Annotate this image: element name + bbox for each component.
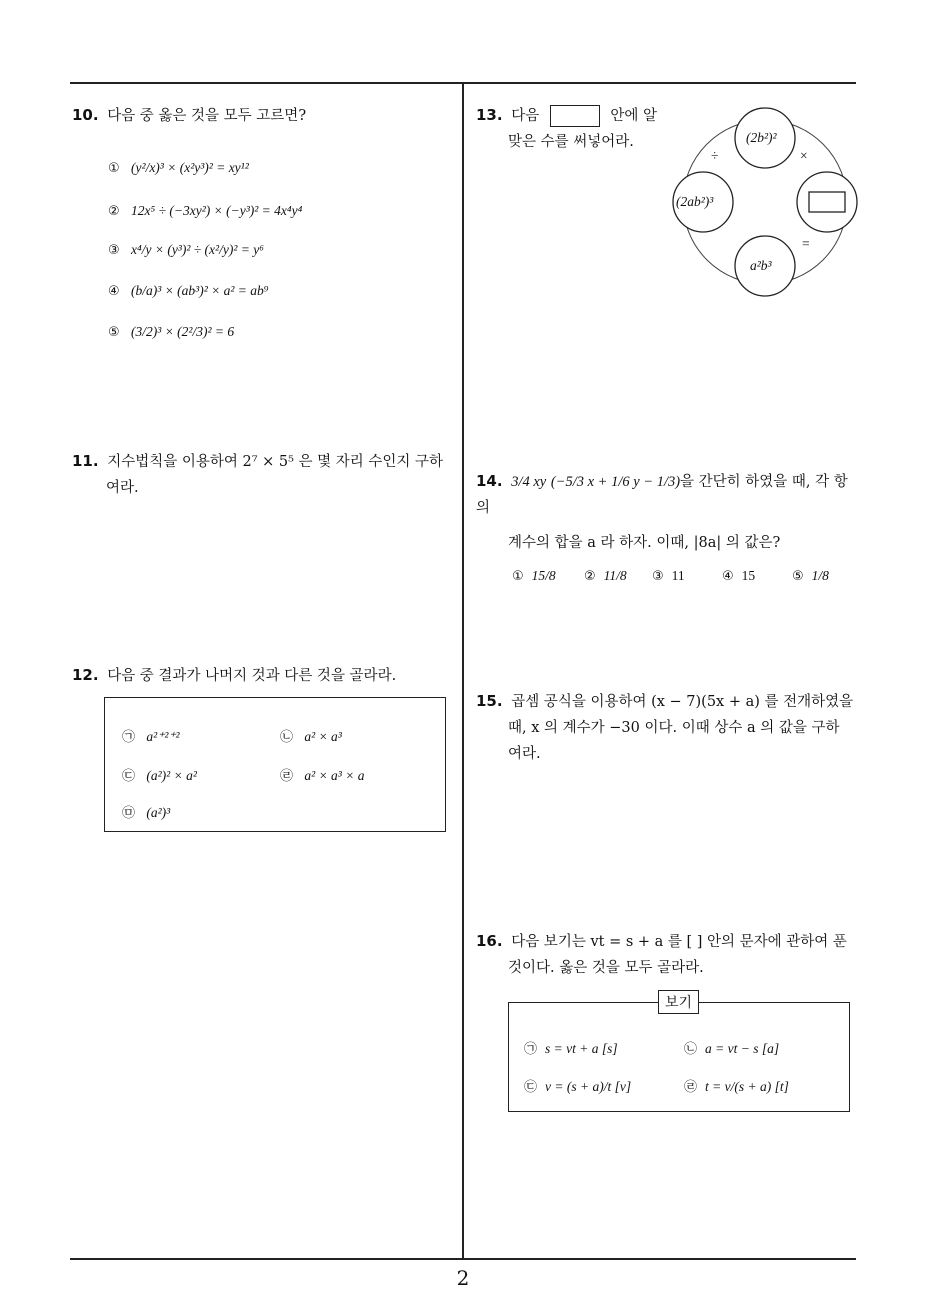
q12-item-4[interactable] xyxy=(280,765,364,784)
option-expr: 12x⁵ ÷ (−3xy²) × (−y³)² = 4x⁴y⁴ xyxy=(131,203,303,218)
q14-option-5[interactable]: ⑤ 1/8 xyxy=(792,568,829,584)
item-mark: ㉠ xyxy=(122,730,136,745)
question-text-line1: 을 간단히 하였을 때, 각 항의 xyxy=(476,474,848,516)
node-top-label: (2b²)² xyxy=(746,130,777,145)
q16-item-4[interactable]: ㉣ t = v/(s + a) [t] xyxy=(684,1079,789,1095)
question-text-line2: 맞은 수를 써넣어라. xyxy=(508,134,634,150)
q16-box-title: 보기 xyxy=(658,990,699,1014)
column-divider xyxy=(462,84,464,1260)
op-equals: = xyxy=(802,236,810,251)
question-text-line1: 다음 보기는 vt = s + a 를 [ ] 안의 문자에 관하여 푼 xyxy=(511,934,847,950)
question-text-line2: 여라. xyxy=(106,480,139,496)
q16-item-3[interactable]: ㉢ v = (s + a)/t [v] xyxy=(524,1079,632,1095)
question-11 xyxy=(72,448,457,501)
expr-paren: (−5/3 x + 1/6 y − 1/3) xyxy=(550,474,681,490)
option-mark: ⑤ xyxy=(108,325,120,340)
question-number: 12. xyxy=(72,666,99,684)
q10-option-3[interactable] xyxy=(108,242,264,258)
q14-option-2[interactable]: ② 11/8 xyxy=(584,568,627,584)
question-text-line2: 것이다. 옳은 것을 모두 골라라. xyxy=(508,960,704,976)
question-10 xyxy=(72,102,306,129)
option-expr: (b/a)³ × (ab³)² × a² = ab⁹ xyxy=(131,283,269,298)
question-text-post: 안에 알 xyxy=(610,108,658,124)
option-mark: ② xyxy=(108,204,120,219)
q14-option-3[interactable]: ③ 11 xyxy=(652,568,685,584)
question-text: 다음 중 결과가 나머지 것과 다른 것을 골라라. xyxy=(107,668,397,684)
question-text: 다음 중 옳은 것을 모두 고르면? xyxy=(107,108,307,124)
option-mark: ① xyxy=(108,161,120,176)
op-times: × xyxy=(800,148,808,163)
question-text-line2: 계수의 합을 a 라 하자. 이때, |8a| 의 값은? xyxy=(508,535,781,551)
item-expr: a² × a³ × a xyxy=(304,768,365,783)
node-left-label: (2ab²)³ xyxy=(676,194,714,209)
question-number: 11. xyxy=(72,452,99,470)
question-16 xyxy=(476,928,861,981)
question-text-line1: 곱셈 공식을 이용하여 (x − 7)(5x + a) 를 전개하였을 xyxy=(511,694,854,710)
op-divide: ÷ xyxy=(711,148,719,163)
q12-item-3[interactable] xyxy=(122,765,197,784)
question-number: 14. xyxy=(476,472,503,490)
option-mark: ③ xyxy=(108,243,120,258)
item-mark: ㉣ xyxy=(280,769,294,784)
question-number: 13. xyxy=(476,106,503,124)
item-expr: (a²)² × a² xyxy=(146,768,197,783)
item-expr: a² × a³ xyxy=(304,729,342,744)
bottom-rule xyxy=(70,1258,856,1260)
item-mark: ㉡ xyxy=(280,730,294,745)
question-text-pre: 다음 xyxy=(511,108,540,124)
page-number: 2 xyxy=(456,1266,470,1290)
q16-item-1[interactable]: ㉠ s = vt + a [s] xyxy=(524,1041,618,1057)
q14-option-1[interactable]: ① 15/8 xyxy=(512,568,556,584)
option-mark: ④ xyxy=(108,284,120,299)
item-mark: ㉤ xyxy=(122,806,136,821)
item-expr: (a²)³ xyxy=(146,805,171,820)
answer-blank[interactable] xyxy=(550,105,600,127)
item-mark: ㉢ xyxy=(122,769,136,784)
question-text-line2: 때, x 의 계수가 −30 이다. 이때 상수 a 의 값을 구하 xyxy=(508,720,840,736)
q12-item-5[interactable] xyxy=(122,802,170,821)
node-right-blank xyxy=(809,192,845,212)
q14-option-4[interactable]: ④ 15 xyxy=(722,568,756,584)
question-number: 16. xyxy=(476,932,503,950)
q12-item-1[interactable] xyxy=(122,726,180,745)
question-13 xyxy=(476,102,657,155)
q10-option-4[interactable] xyxy=(108,283,268,299)
question-14 xyxy=(476,468,861,565)
item-expr: a²⁺²⁺² xyxy=(146,729,180,744)
question-12 xyxy=(72,662,396,689)
question-text-line1: 지수법칙을 이용하여 2⁷ × 5⁵ 은 몇 자리 수인지 구하 xyxy=(107,454,444,470)
question-15 xyxy=(476,688,861,767)
question-number: 10. xyxy=(72,106,99,124)
option-expr: (3/2)³ × (2²/3)² = 6 xyxy=(131,324,235,339)
q16-item-2[interactable]: ㉡ a = vt − s [a] xyxy=(684,1041,780,1057)
q10-option-5[interactable] xyxy=(108,324,234,340)
expr-prefix: 3/4 xy xyxy=(511,474,547,490)
q10-option-2[interactable] xyxy=(108,203,302,219)
node-bottom-label: a²b³ xyxy=(750,258,772,273)
q16-example-box xyxy=(508,1002,850,1112)
option-expr: x⁴/y × (y³)² ÷ (x²/y)² = y⁶ xyxy=(131,242,264,257)
q12-item-2[interactable] xyxy=(280,726,342,745)
q10-option-1[interactable] xyxy=(108,160,249,176)
question-number: 15. xyxy=(476,692,503,710)
option-expr: (y²/x)³ × (x²y³)² = xy¹² xyxy=(131,160,249,175)
question-text-line3: 여라. xyxy=(508,746,541,762)
